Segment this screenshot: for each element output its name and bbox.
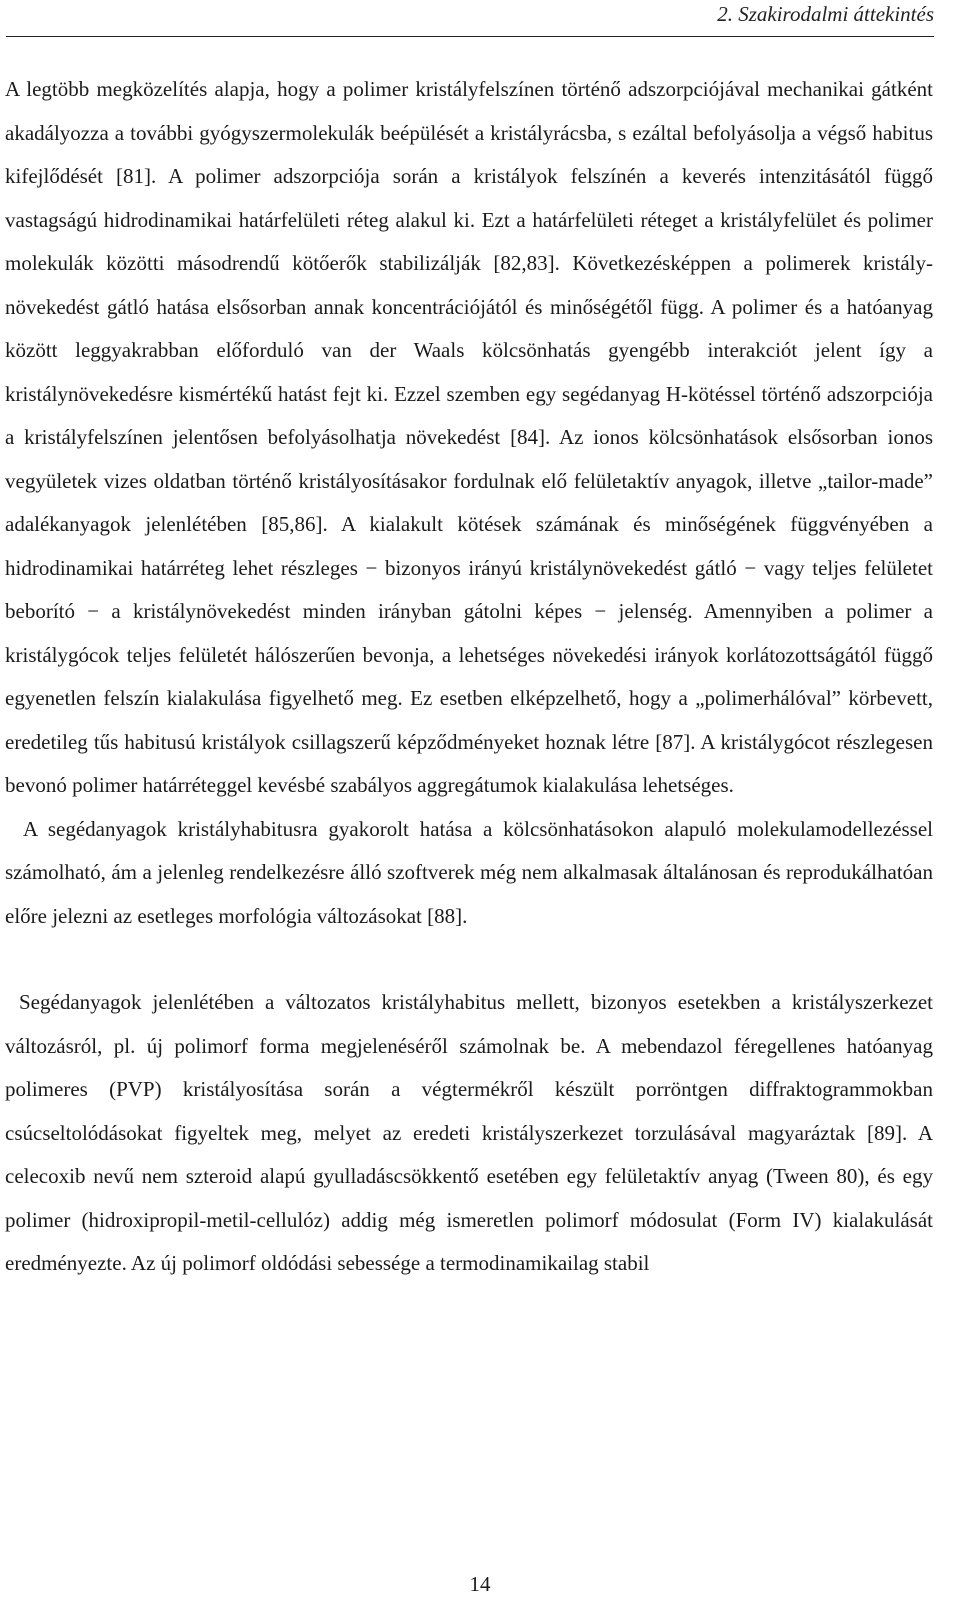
running-header: 2. Szakirodalmi áttekintés — [717, 2, 934, 26]
page-number: 14 — [469, 1572, 491, 1596]
paragraph-polymer-adsorption: A legtöbb megközelítés alapja, hogy a polimer kristályfelszínen történő adszorpciójával mechanikai gátként akadályozza a további gyógyszermolekulák beépülését a kristályrácsba, s ezáltal befolyásolja a végső habitus kifejlődését [81]. A polimer adszorpciója során a kristályok felszínén a keverés intenzitásától függő vastagságú hidrodinamikai határfelületi réteg alakul ki. Ezt a határfelületi réteget a kristályfelület és polimer molekulák közötti másodrendű kötőerők stabilizálják [82,83]. Következésképpen a polimerek kristály-növekedést gátló hatása elsősorban annak koncentrációjától és minőségétől függ. A polimer és a hatóanyag között leggyakrabban előforduló van der Waals kölcsönhatás gyengébb interakciót jelent így a kristálynövekedésre kismértékű hatást fejt ki. Ezzel szemben egy segédanyag H-kötéssel történő adszorpciója a kristályfelszínen jelentősen befolyásolhatja növekedést [84]. Az ionos kölcsönhatások elsősorban ionos vegyületek vizes oldatban történő kristályosításakor fordulnak elő felületaktív anyagok, illetve „tailor-made” adalékanyagok jelenlétében [85,86]. A kialakult kötések számának és minőségének függvényében a hidrodinamikai határréteg lehet részleges − bizonyos irányú kristálynövekedést gátló − vagy teljes felületet beborító − a kristálynövekedést minden irányban gátolni képes − jelenség. Amennyiben a polimer a kristálygócok teljes felületét hálószerűen bevonja, a lehetséges növekedési irányok korlátozottságától függő egyenetlen felszín kialakulása figyelhető meg. Ez esetben elképzelhető, hogy a „polimerhálóval” körbevett, eredetileg tűs habitusú kristályok csillagszerű képződményeket hoznak létre [87]. A kristálygócot részlegesen bevonó polimer határréteggel kevésbé szabályos aggregátumok kialakulása lehetséges. — [5, 77, 933, 797]
paragraph-polymorph-change: Segédanyagok jelenlétében a változatos kristályhabitus mellett, bizonyos esetekben a kristályszerkezet változásról, pl. új polimorf forma megjelenéséről számolnak be. A mebendazol féregellenes hatóanyag polimeres (PVP) kristályosítása során a végtermékről készült porröntgen diffraktogrammokban csúcseltolódásokat figyeltek meg, melyet az eredeti kristályszerkezet torzulásával magyaráztak [89]. A celecoxib nevű nem szteroid alapú gyulladáscsökkentő esetében egy felületaktív anyag (Tween 80), és egy polimer (hidroxipropil-metil-cellulóz) addig még ismeretlen polimorf módosulat (Form IV) kialakulását eredményezte. Az új polimorf oldódási sebessége a termodinamikailag stabil — [5, 990, 933, 1275]
body-text — [5, 68, 933, 1286]
paragraph-spacer — [5, 938, 933, 981]
header-divider — [6, 36, 934, 37]
paragraph-molecular-modelling: A segédanyagok kristályhabitusra gyakorolt hatása a kölcsönhatásokon alapuló molekulamodellezéssel számolható, ám a jelenleg rendelkezésre álló szoftverek még nem alkalmasak általánosan és reprodukálhatóan előre jelezni az esetleges morfológia változásokat [88]. — [5, 816, 933, 928]
